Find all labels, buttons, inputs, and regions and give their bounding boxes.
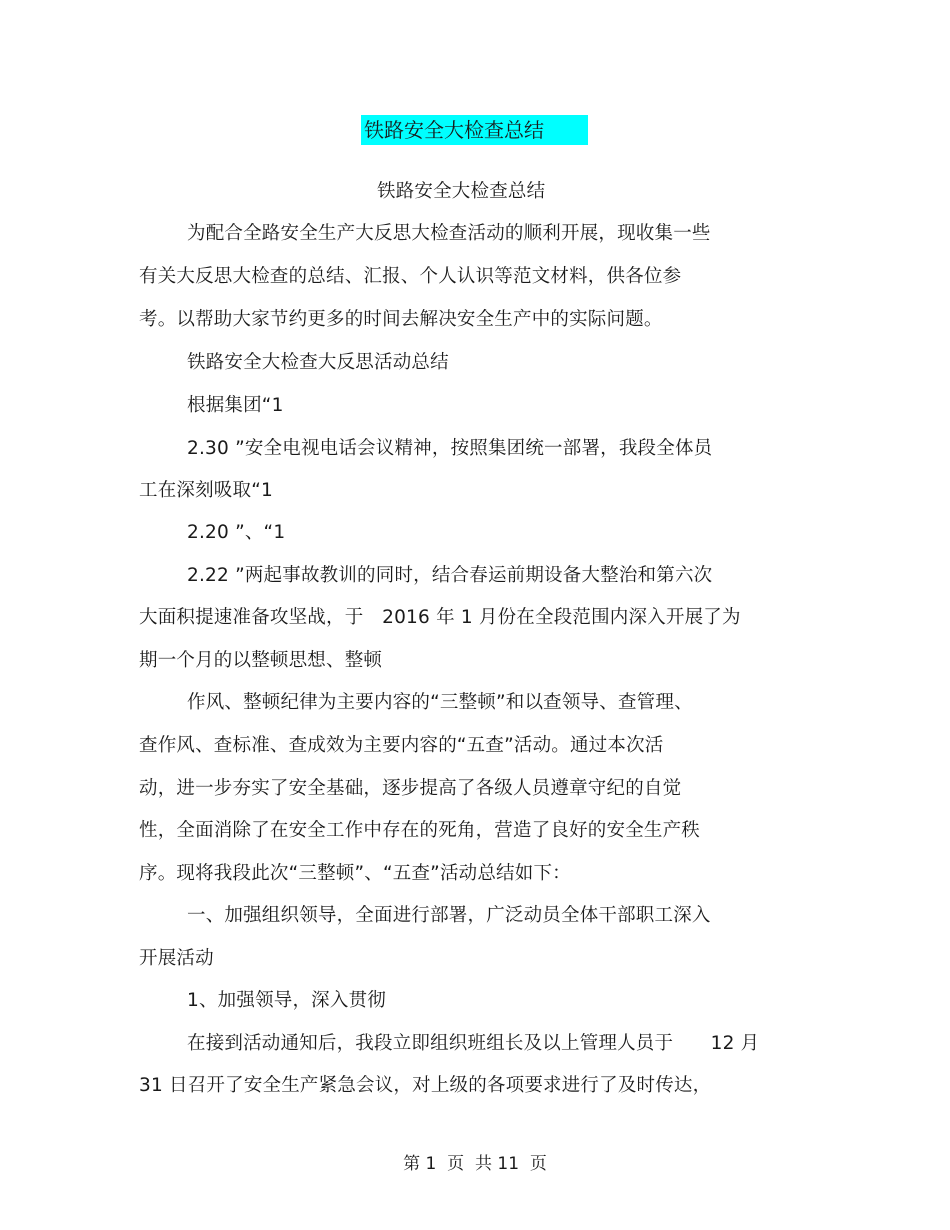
body-line: 为配合全路安全生产大反思大检查活动的顺利开展，现收集一些 [187, 223, 711, 244]
body-line: 作风、整顿纪律为主要内容的“三整顿”和以查领导、查管理、 [187, 692, 693, 713]
body-line: 大面积提速准备攻坚战，于 2016 年 1 月份在全段范围内深入开展了为 [139, 607, 741, 628]
body-line: 期一个月的以整顿思想、整顿 [139, 650, 383, 671]
document-subtitle: 铁路安全大检查总结 [377, 181, 546, 202]
subsection-heading: 1、加强领导，深入贯彻 [187, 990, 386, 1011]
document-title: 铁路安全大检查总结 [361, 115, 588, 145]
body-line: 性，全面消除了在安全工作中存在的死角，营造了良好的安全生产秩 [139, 820, 701, 841]
page-number-footer: 第 1 页 共 11 页 [403, 1154, 547, 1174]
body-line: 2.30 ”安全电视电话会议精神，按照集团统一部署，我段全体员 [187, 438, 713, 459]
body-line: 在接到活动通知后，我段立即组织班组长及以上管理人员于 12 月 [187, 1033, 760, 1054]
body-line: 工在深刻吸取“1 [139, 480, 273, 501]
body-line: 2.20 ”、“1 [187, 522, 286, 543]
body-line: 查作风、查标准、查成效为主要内容的“五查”活动。通过本次活 [139, 735, 664, 756]
body-line: 根据集团“1 [187, 395, 284, 416]
section-heading: 开展活动 [139, 948, 214, 969]
body-line: 序。现将我段此次“三整顿”、“五查”活动总结如下： [139, 863, 571, 884]
body-line: 有关大反思大检查的总结、汇报、个人认识等范文材料，供各位参 [139, 266, 682, 287]
body-line: 考。以帮助大家节约更多的时间去解决安全生产中的实际问题。 [139, 309, 663, 330]
body-line: 31 日召开了安全生产紧急会议，对上级的各项要求进行了及时传达， [139, 1075, 712, 1096]
body-line: 动，进一步夯实了安全基础，逐步提高了各级人员遵章守纪的自觉 [139, 778, 682, 799]
body-line: 2.22 ”两起事故教训的同时，结合春运前期设备大整治和第六次 [187, 565, 713, 586]
section-heading: 铁路安全大检查大反思活动总结 [187, 352, 449, 373]
section-heading: 一、加强组织领导，全面进行部署，广泛动员全体干部职工深入 [187, 905, 711, 926]
